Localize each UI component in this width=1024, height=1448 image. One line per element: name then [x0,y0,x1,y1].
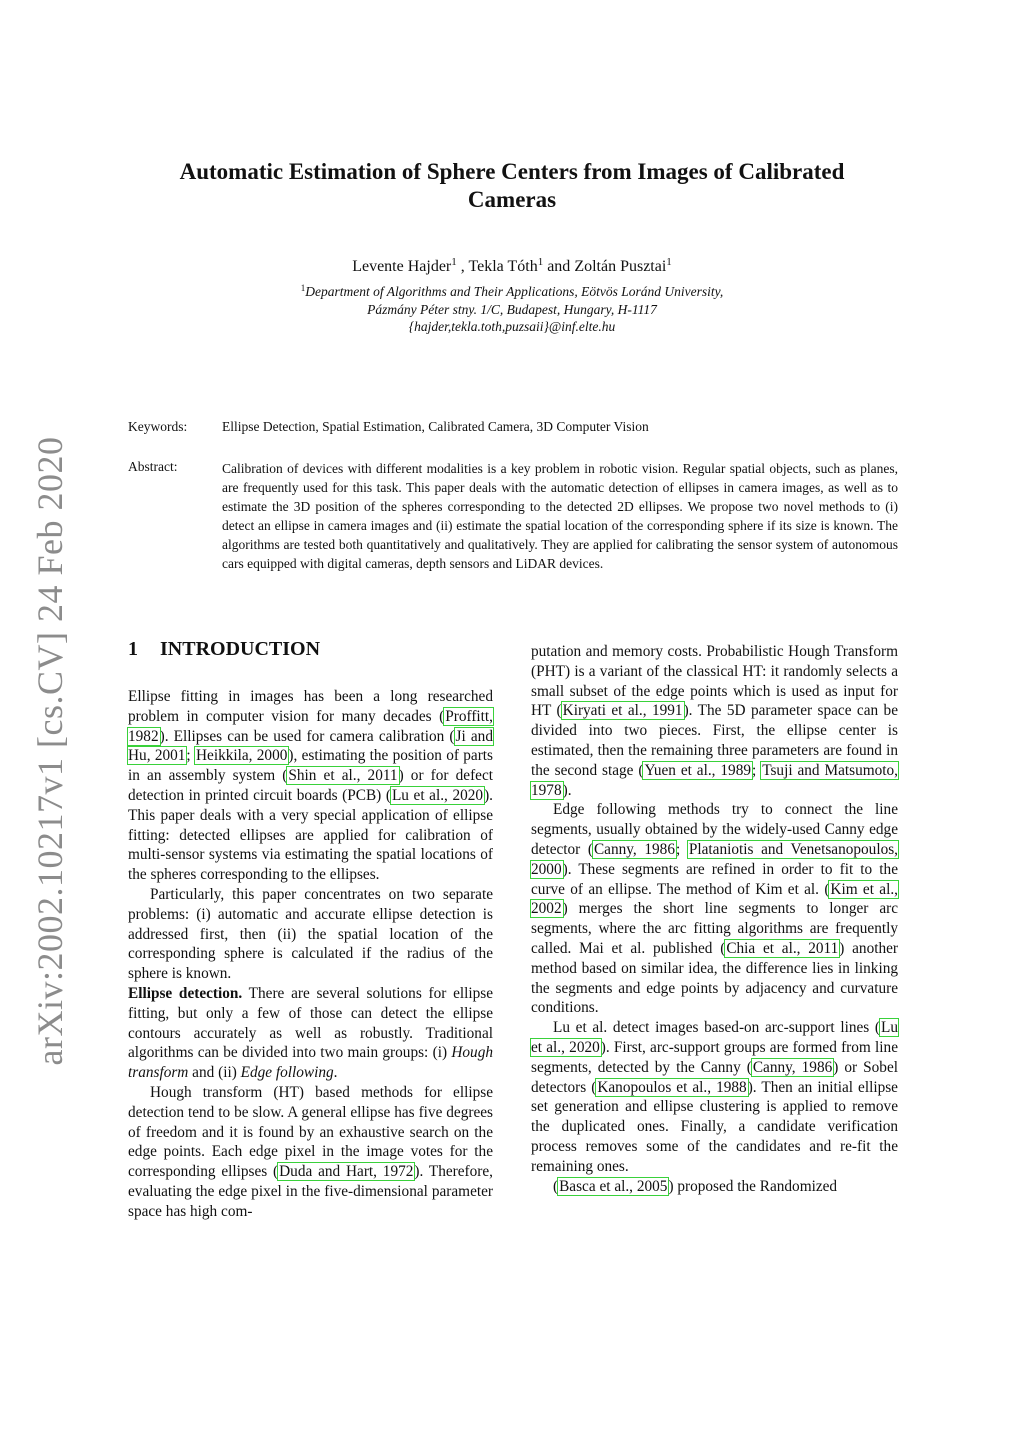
affiliation-line-1 [140,283,884,301]
author-affil-sup: 1 [666,256,672,268]
arxiv-identifier-text: arXiv:2002.10217v1 [cs.CV] 24 Feb 2020 [30,436,70,1066]
keywords-text: Ellipse Detection, Spatial Estimation, Calibrated Camera, 3D Computer Vision [222,419,649,434]
intro-paragraph-6 [531,800,898,1018]
paragraph-text: ( [553,1177,559,1195]
paragraph-text: ). Therefore, evaluating the edge pixel in the five-dimensional parameter space has high com- [128,1163,493,1220]
intro-paragraph-1 [128,687,493,885]
emphasis-text: Edge following [240,1064,334,1082]
author-name: Tekla Tóth [468,258,538,275]
citation-link[interactable]: Kiryati et al., 1991 [562,702,683,720]
right-column [531,642,898,1196]
paragraph-text: ) proposed the Randomized [668,1177,838,1195]
paragraph-text: ) or for defect detection in printed circuit boards (PCB) ( [128,767,493,804]
paragraph-text: ). These segments are refined in order to fit to the curve of an ellipse. The method of Kim et al. ( [531,860,898,898]
citation-link[interactable]: Lu et al., 2020 [391,786,484,804]
paragraph-text: ; [186,747,195,765]
abstract-text: Calibration of devices with different modalities is a key problem in robotic vision. Regular spatial objects, such as planes, are frequently used for this task. This paper deals with the automatic detection of ellipses in camera images, as well as to estimate the 3D position of the spheres corresponding to the detected 2D ellipses. We propose two novel methods to (i) detect an ellipse in camera images and (ii) estimate the spatial location of the corresponding sphere if its size is known. The algorithms are tested both quantitatively and qualitatively. They are applied for calibrating the sensor system of autonomous cars equipped with digital cameras, depth sensors and LiDAR devices. [222,461,898,572]
citation-link[interactable]: Duda and Hart, 1972 [279,1163,414,1181]
abstract-label: Abstract: [128,459,178,474]
paragraph-text: ). Ellipses can be used for camera calibration ( [159,727,455,745]
section-heading [128,638,320,661]
author-name: Zoltán Pusztai [574,258,667,275]
affiliation-address: Pázmány Péter stny. 1/C, Budapest, Hungary, H-1117 [367,301,657,317]
paragraph-text: . [333,1064,338,1082]
intro-paragraph-7 [531,1018,898,1176]
author-list [140,256,884,278]
author-email: {hajder,tekla.toth,puzsaii}@inf.elte.hu [408,319,616,334]
intro-paragraph-8 [531,1177,898,1197]
paragraph-text: Lu et al. detect images based-on arc-support lines ( [553,1019,880,1037]
citation-link[interactable]: Lu et al., 2020 [531,1019,898,1056]
affiliation-department: Department of Algorithms and Their Applications, Eötvös Loránd University, [305,284,724,299]
paragraph-text: ; [675,840,688,858]
keywords-label: Keywords: [128,419,188,434]
paragraph-text: Hough transform (HT) based methods for ellipse detection tend to be slow. A general ellipse has five degrees of freedom and it is found by an exhaustive search on the edge points. Each edge pixel in the image votes for the corresponding ellipses ( [128,1083,493,1181]
paragraph-text: ). Then an initial ellipse set generation and ellipse clustering is applied to remove the duplicated ones. Finally, a candidate verification process removes some of the candidates and re-fit the remaining ones. [531,1078,898,1175]
citation-link[interactable]: Kim et al., 2002 [531,880,898,918]
intro-paragraph-2: Particularly, this paper concentrates on two separate problems: (i) automatic and accurate ellipse detection is addressed first, then (ii) the spatial location of the corresponding sphere is calculated if the radius of the sphere is known. [128,885,493,983]
paragraph-text: There are several solutions for ellipse fitting, but only a few of those can detect the ellipse contours accurately as well as robustly. Traditional algorithms can be divided into two main groups: (i) [128,984,493,1062]
paragraph-text: ), estimating the position of parts in an assembly system ( [128,747,494,785]
citation-link[interactable]: Basca et al., 2005 [559,1177,668,1195]
paragraph-text: ). [562,781,572,799]
affiliation-block [140,283,884,336]
citation-link[interactable]: Kanopoulos et al., 1988 [597,1078,747,1096]
left-column [128,687,493,1222]
citation-link[interactable]: Plataniotis and Venetsanopoulos, 2000 [531,840,898,878]
affiliation-sup: 1 [300,283,306,293]
author-name: Levente Hajder [352,258,452,275]
arxiv-identifier [28,436,72,1066]
paragraph-text: ). First, arc-support groups are formed from line segments, detected by the Canny ( [531,1038,898,1076]
citation-link[interactable]: Canny, 1986 [752,1058,833,1076]
paragraph-text: ) or Sobel detectors ( [531,1058,898,1096]
run-in-heading: Ellipse detection. [128,984,243,1002]
section-number: 1 [128,638,138,660]
paragraph-text: ) merges the short line segments to longer arc segments, where the arc fitting algorithms are frequently called. Mai et al. published ( [531,900,898,957]
author-separator: , [456,258,469,275]
paragraph-text: ; [752,761,762,779]
author-affil-sup: 1 [451,256,457,268]
paragraph-text: and (ii) [188,1064,241,1082]
citation-link[interactable]: Yuen et al., 1989 [644,761,751,779]
section-title: INTRODUCTION [160,638,321,660]
paragraph-text: Edge following methods try to connect the line segments, usually obtained by the widely-used Canny edge detector ( [531,801,898,858]
citation-link[interactable]: Tsuji and Matsumoto, 1978 [531,761,899,799]
citation-link[interactable]: Heikkila, 2000 [195,747,288,765]
paper-title: Automatic Estimation of Sphere Centers from Images of Calibrated Cameras [179,159,845,212]
paragraph-text: ). This paper deals with a very special application of ellipse fitting: detected ellipses are applied for calibration of multi-sensor systems via estimating the spatial locations of the spheres corresponding to the ellipses. [128,786,493,884]
intro-paragraph-4 [128,1083,493,1222]
citation-link[interactable]: Shin et al., 2011 [288,767,398,785]
citation-link[interactable]: Ji and Hu, 2001 [128,727,493,765]
paragraph-text: ) another method based on similar idea, the difference lies in linking the segments and edge points by adjacency and curvature conditions. [531,939,898,1017]
intro-paragraph-3 [128,984,493,1083]
citation-link[interactable]: Canny, 1986 [593,840,675,858]
intro-paragraph-5 [531,642,898,800]
citation-link[interactable]: Proffitt, 1982 [128,707,493,745]
paragraph-text: ). The 5D parameter space can be divided into two pieces. First, the ellipse center is estimated, then the remaining three parameters are found in the second stage ( [531,702,898,779]
author-separator: and [543,258,575,275]
emphasis-text: Hough transform [128,1044,493,1082]
author-affil-sup: 1 [537,256,544,268]
citation-link[interactable]: Chia et al., 2011 [726,939,839,957]
paragraph-text: putation and memory costs. Probabilistic Hough Transform (PHT) is a variant of the classical HT: it randomly selects a small subset of the edge points which is used as input for HT ( [531,643,898,720]
paragraph-text: Ellipse fitting in images has been a long researched problem in computer vision for many decades ( [128,688,493,725]
